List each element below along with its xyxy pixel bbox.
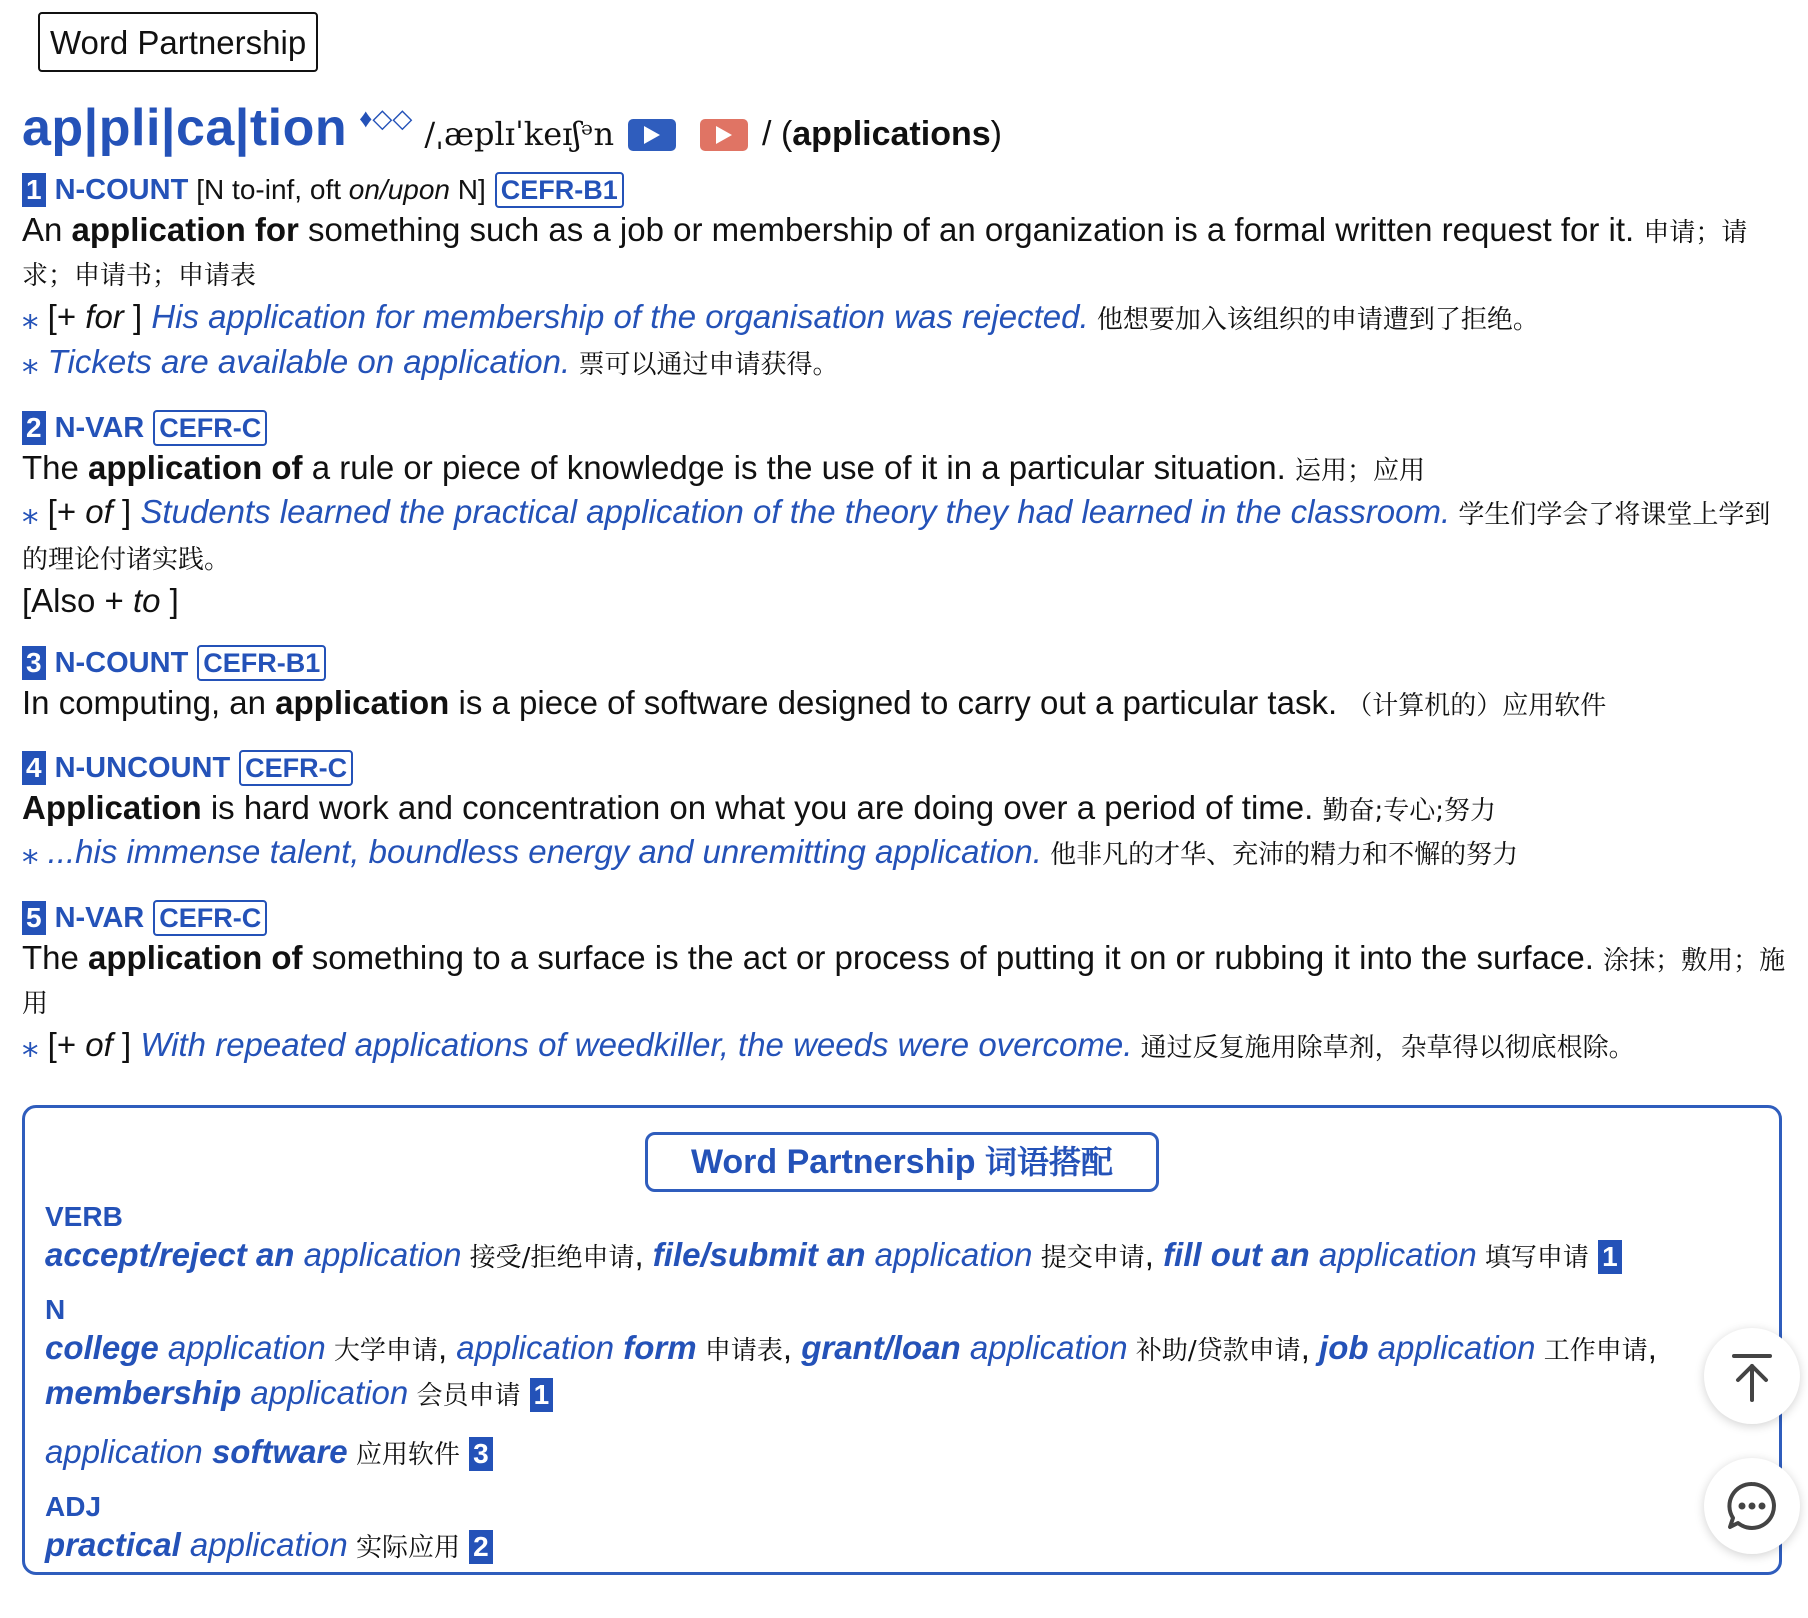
collocation-head: application <box>45 1433 212 1470</box>
grammar-text: [+ <box>47 298 86 335</box>
example-sentence <box>22 1024 1792 1069</box>
grammar-text: N] <box>450 174 486 205</box>
definition-keyword: application <box>275 684 450 721</box>
collocation-item[interactable] <box>45 1236 634 1273</box>
example-grammar <box>48 298 152 335</box>
entry-headline <box>22 98 1792 158</box>
collocation-item[interactable] <box>45 1374 520 1411</box>
collocation-item[interactable] <box>456 1329 783 1366</box>
definition <box>22 788 1792 831</box>
definition <box>22 938 1792 1024</box>
frequency-diamonds: ♦◇◇ <box>359 103 413 133</box>
collocation-item[interactable] <box>801 1329 1301 1366</box>
collocation-partner: practical <box>45 1526 181 1563</box>
example-sentence <box>22 491 1792 581</box>
part-of-speech: N-COUNT <box>54 174 189 206</box>
definition-text: a rule or piece of knowledge is the use of it in a particular situation. <box>302 449 1295 486</box>
collocation-head: application <box>180 1526 348 1563</box>
definition-text: In computing, an <box>22 684 276 721</box>
definition-text: something such as a job or membership of an organization is a formal written request for it. <box>298 211 1644 248</box>
example-chinese: 学生们学会了将课堂上学到的理论付诸实践。 <box>22 500 1771 575</box>
sense-number: 4 <box>22 751 46 785</box>
collocation-line <box>45 1234 1745 1279</box>
definition-chinese: 运用；应用 <box>1294 456 1425 486</box>
cefr-badge: CEFR-C <box>153 900 267 936</box>
collocation-item[interactable] <box>45 1329 438 1366</box>
collocation-head: application <box>865 1236 1033 1273</box>
separator: , <box>437 1329 457 1366</box>
definition-chinese: （计算机的）应用软件 <box>1346 691 1607 721</box>
collocation-partner: file/submit an <box>652 1236 866 1273</box>
grammar-text: [N to-inf, oft <box>196 174 349 205</box>
cefr-badge: CEFR-C <box>239 750 353 786</box>
collocation-category: VERB <box>45 1201 123 1232</box>
collocation-partner: accept/reject an <box>45 1236 295 1273</box>
definition-text: is a piece of software designed to carry out a particular task. <box>449 684 1347 721</box>
example-sentence <box>22 831 1792 876</box>
separator <box>460 1526 469 1563</box>
separator: , <box>634 1236 653 1273</box>
definition <box>22 448 1792 491</box>
definition-text: is hard work and concentration on what you are doing over a period of time. <box>201 789 1323 826</box>
separator: , <box>1647 1329 1657 1366</box>
sense-3 <box>22 643 1792 726</box>
example-bullet-icon: ⁎ <box>22 833 48 870</box>
definition-text: The <box>22 939 89 976</box>
separator: , <box>1300 1329 1320 1366</box>
example-chinese: 他想要加入该组织的申请遭到了拒绝。 <box>1088 305 1539 335</box>
collocation-item[interactable] <box>1163 1236 1589 1273</box>
collocation-chinese: 大学申请 <box>325 1336 438 1366</box>
grammar-text: ] <box>112 1026 141 1063</box>
word-partnership-button[interactable]: Word Partnership <box>38 12 318 72</box>
also-note <box>22 581 1792 621</box>
word-partnership-title: Word Partnership 词语搭配 <box>645 1132 1159 1192</box>
part-of-speech: N-COUNT <box>54 647 189 679</box>
part-of-speech: N-VAR <box>54 902 145 934</box>
collocation-line <box>45 1431 1745 1476</box>
example-chinese: 他非凡的才华、充沛的精力和不懈的努力 <box>1041 840 1519 870</box>
separator <box>520 1374 529 1411</box>
collocation-head: application <box>1309 1236 1477 1273</box>
part-of-speech: N-UNCOUNT <box>54 752 231 784</box>
collocation-head: application <box>960 1329 1128 1366</box>
sense-number: 3 <box>22 646 46 680</box>
dictionary-page <box>22 12 1792 1069</box>
chat-button[interactable] <box>1704 1458 1800 1554</box>
collocation-item[interactable] <box>45 1526 460 1563</box>
collocation-chinese: 会员申请 <box>408 1381 521 1411</box>
collocation-chinese: 接受/拒绝申请 <box>461 1243 635 1273</box>
grammar-italic: of <box>85 1026 113 1063</box>
collocation-chinese: 补助/贷款申请 <box>1127 1336 1301 1366</box>
grammar-italic: on/upon <box>348 174 450 205</box>
grammar-text: ] <box>123 298 152 335</box>
definition-text: An <box>22 211 72 248</box>
collocation-chinese: 工作申请 <box>1535 1336 1648 1366</box>
collocation-partner: software <box>211 1433 348 1470</box>
collocation-head: application <box>1368 1329 1536 1366</box>
collocation-list <box>45 1200 1745 1569</box>
collocation-partner: form <box>623 1329 697 1366</box>
collocation-partner: membership <box>45 1374 242 1411</box>
example-english: Tickets are available on application. <box>47 343 571 380</box>
grammar-text: [+ <box>47 1026 86 1063</box>
sense-header <box>22 898 1792 938</box>
sense-header <box>22 643 1792 683</box>
separator: , <box>1144 1236 1164 1273</box>
example-sentence <box>22 341 1792 386</box>
definition-keyword: Application <box>22 789 202 826</box>
sense-reference[interactable]: 1 <box>1598 1240 1622 1274</box>
collocation-item[interactable] <box>1319 1329 1648 1366</box>
collocation-partner: grant/loan <box>801 1329 961 1366</box>
sense-2 <box>22 408 1792 621</box>
definition-keyword: application for <box>71 211 299 248</box>
cefr-badge: CEFR-B1 <box>197 645 326 681</box>
sense-header <box>22 748 1792 788</box>
part-of-speech: N-VAR <box>54 412 145 444</box>
sense-number: 1 <box>22 173 46 207</box>
collocation-head: application <box>158 1329 326 1366</box>
sense-header <box>22 408 1792 448</box>
example-chinese: 通过反复施用除草剂，杂草得以彻底根除。 <box>1132 1033 1635 1063</box>
collocation-category: N <box>45 1294 66 1325</box>
collocation-chinese: 申请表 <box>696 1336 783 1366</box>
example-bullet-icon: ⁎ <box>22 343 48 380</box>
definition-chinese: 勤奋;专心;努力 <box>1322 796 1497 826</box>
sense-5 <box>22 898 1792 1069</box>
sense-number: 2 <box>22 411 46 445</box>
example-bullet-icon: ⁎ <box>22 1026 48 1063</box>
sense-1 <box>22 170 1792 386</box>
definition-chinese: 涂抹；敷用；施用 <box>22 946 1786 1019</box>
example-bullet-icon: ⁎ <box>22 493 48 530</box>
collocation-head: application <box>456 1329 624 1366</box>
collocation-chinese: 提交申请 <box>1032 1243 1145 1273</box>
word-partnership-box <box>22 1105 1782 1575</box>
example-english: His application for membership of the organisation was rejected. <box>151 298 1089 335</box>
scroll-to-top-button[interactable] <box>1704 1328 1800 1424</box>
collocation-category: ADJ <box>45 1491 102 1522</box>
phonetic: /ˌæplɪˈkeɪʃᵊn <box>424 115 615 153</box>
example-grammar <box>48 493 141 530</box>
play-uk-audio-icon[interactable] <box>628 119 676 151</box>
definition-chinese: 申请；请求；申请书；申请表 <box>22 218 1748 291</box>
collocation-chinese: 应用软件 <box>347 1440 460 1470</box>
example-chinese: 票可以通过申请获得。 <box>570 350 839 380</box>
sense-header <box>22 170 1792 210</box>
collocation-item[interactable] <box>45 1433 460 1470</box>
example-sentence <box>22 296 1792 341</box>
grammar-text: ] <box>112 493 141 530</box>
collocation-line <box>45 1524 1745 1569</box>
sense-number: 5 <box>22 901 46 935</box>
plural-form: / (applications) <box>762 115 1002 153</box>
definition-keyword: application of <box>88 449 303 486</box>
collocation-chinese: 填写申请 <box>1476 1243 1589 1273</box>
example-english: With repeated applications of weedkiller, the weeds were overcome. <box>140 1026 1133 1063</box>
sense-reference[interactable]: 1 <box>530 1378 554 1412</box>
collocation-partner: college <box>45 1329 159 1366</box>
example-grammar <box>48 1026 141 1063</box>
also-text: [Also + <box>22 582 133 619</box>
senses-list <box>22 170 1792 1069</box>
collocation-partner: fill out an <box>1163 1236 1310 1273</box>
collocation-head: application <box>241 1374 409 1411</box>
separator <box>460 1433 469 1470</box>
collocation-item[interactable] <box>653 1236 1145 1273</box>
definition-text: something to a surface is the act or process of putting it on or rubbing it into the surface. <box>302 939 1604 976</box>
definition-keyword: application of <box>88 939 303 976</box>
grammar-text: [+ <box>47 493 86 530</box>
cefr-badge: CEFR-C <box>153 410 267 446</box>
chat-bubble-icon <box>1704 1458 1800 1554</box>
collocation-partner: job <box>1319 1329 1369 1366</box>
collocation-line <box>45 1327 1745 1417</box>
sense-reference[interactable]: 3 <box>469 1437 493 1471</box>
grammar-italic: of <box>85 493 113 530</box>
cefr-badge: CEFR-B1 <box>495 172 624 208</box>
example-english: ...his immense talent, boundless energy and unremitting application. <box>47 833 1042 870</box>
definition-text: The <box>22 449 89 486</box>
definition <box>22 683 1792 726</box>
grammar-italic: for <box>85 298 124 335</box>
also-text: ] <box>160 582 179 619</box>
play-us-audio-icon[interactable] <box>700 119 748 151</box>
sense-4 <box>22 748 1792 876</box>
example-bullet-icon: ⁎ <box>22 298 48 335</box>
example-english: Students learned the practical application of the theory they had learned in the classroom. <box>140 493 1451 530</box>
headword: ap|pli|ca|tion <box>22 99 348 157</box>
also-italic: to <box>132 582 161 619</box>
sense-reference[interactable]: 2 <box>469 1530 493 1564</box>
grammar-pattern <box>196 170 486 210</box>
collocation-chinese: 实际应用 <box>347 1533 460 1563</box>
arrow-up-to-top-icon <box>1704 1328 1800 1424</box>
collocation-head: application <box>294 1236 462 1273</box>
definition <box>22 210 1792 296</box>
separator: , <box>782 1329 802 1366</box>
separator <box>1589 1236 1598 1273</box>
